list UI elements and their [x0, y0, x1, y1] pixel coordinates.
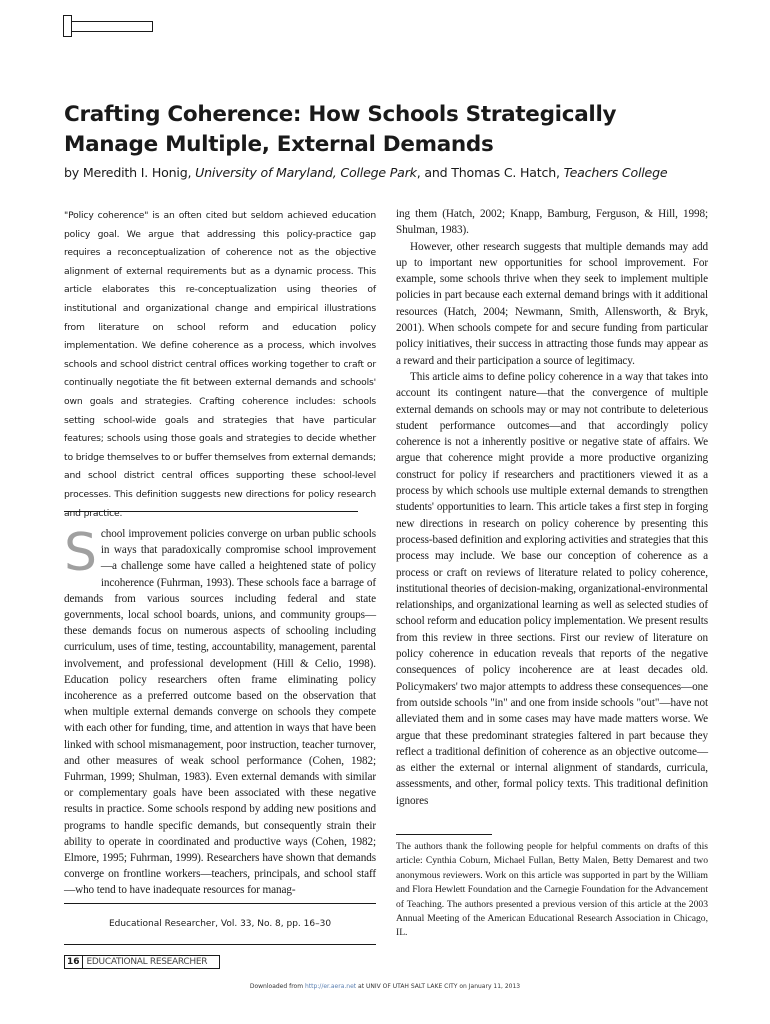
body-paragraph-intro: chool improvement policies converge on urban public schools in ways that paradoxically compromise school improvement—a challenge some have called a heightened state of policy incoherence (Fuhrman, 1993). These schools face a barrage of demands from various sources including federal and state governments, local school boards, unions, and community groups—these demands focus on numerous aspects of schooling including curriculum, uses of time, testing, accountability, management, parental involvement, and professional development (Hill & Celio, 1998). Education policy researchers often frame eliminating policy incoherence as a preferred outcome based on the observation that when multiple external demands converge on schools they compete with each other for funding, time, and attention in ways that have been linked with school mismanagement, poor instruction, teacher turnover, and other measures of weak school performance (Cohen, 1982; Fuhrman, 1999; Shulman, 1983). Even external demands with similar or complementary goals have been associated with these negative results in practice. Some schools respond by adding new positions and programs to handle specific demands, but consequently strain their ability to operate in coordinated and productive ways (Cohen, 1982; Elmore, 1995; Fuhrman, 1999). Researchers have shown that demands converge on frontline workers—teachers, principals, and school staff—who tend to have inadequate resources for manag- — [64, 528, 376, 897]
affiliation-teachers-college: Teachers College — [563, 165, 668, 180]
download-suffix: at UNIV OF UTAH SALT LAKE CITY on January 11, 2013 — [356, 983, 521, 990]
download-notice — [0, 983, 770, 990]
author-footnote: The authors thank the following people for helpful comments on drafts of this article: Cynthia Coburn, Michael Fullan, Betty Malen, Betty Demarest and two anonymous reviewers. Work on this article was supported in part by the William and Flora Hewlett Foundation and the Carnegie Foundation for the Advancement of Teaching. The authors presented a previous version of this article at the 2003 Annual Meeting of the American Educational Research Association in Chicago, IL. — [396, 841, 708, 939]
author-byline — [64, 165, 714, 180]
corner-crop-mark — [63, 15, 153, 37]
download-prefix: Downloaded from — [249, 983, 305, 990]
footnote-divider — [396, 834, 492, 835]
journal-name: EDUCATIONAL RESEARCHER — [83, 955, 221, 969]
body-paragraph: This article aims to define policy coherence in a way that takes into account its contingent nature—that the convergence of multiple external demands on schools may or may not contribute to deleterious student performance outcomes—and that accordingly policy coherence is not a inherently positive or negative state of affairs. We argue that coherence might provide a more productive organizing construct for policy if researchers and practitioners viewed it as a process by which schools use multiple external demands to strengthen students' opportunities to learn. This article takes a first step in forging new directions in research on policy coherence by presenting this process-based definition and exploring activities and strategies that this process may include. We base our conception of coherence as a process or craft on reviews of literature related to policy coherence, institutional theories of decision-making, organizational-environmental relationships, and organizational learning as well as selected studies of school reform and education policy implementation. We present results from this review in three sections. First our review of literature on policy coherence in education reveals that reports of the negative consequences of policy incoherence are at least decades old. Policymakers' two major attempts to address these consequences—one from outside schools "in" and one from inside schools "out"—have not alleviated them and in some cases may have made matters worse. We argue that these predominant strategies faltered in part because they reflect a traditional definition of coherence as an objective outcome—as either the external or internal alignment of standards, curricula, assessments, and other, formal policy texts. This traditional definition ignores — [396, 370, 708, 807]
byline-prefix: by Meredith I. Honig, — [64, 165, 196, 180]
body-column-left — [64, 523, 376, 899]
article-title: Crafting Coherence: How Schools Strategically Manage Multiple, External Demands — [64, 102, 617, 157]
body-column-right — [396, 206, 708, 809]
download-link[interactable]: http://er.aera.net — [304, 983, 357, 990]
body-paragraph-continued: ing them (Hatch, 2002; Knapp, Bamburg, Ferguson, & Hill, 1998; Shulman, 1983). — [396, 208, 708, 237]
page-number: 16 — [64, 955, 83, 969]
body-paragraph: However, other research suggests that multiple demands may add up to important new opportunities for school improvement. For example, some schools thrive when they seek to implement multiple policies in part because each external demand brings with it additional resources (Hatch, 2004; Newmann, Smith, Allensworth, & Bryk, 2001). When schools compete for and secure funding from particular policy initiatives, their success in attracting those funds may appear as a reward and their participation a source of legitimacy. — [396, 240, 708, 367]
page-footer — [64, 955, 220, 969]
abstract-divider — [64, 511, 358, 512]
drop-cap: S — [64, 523, 97, 583]
byline-middle: , and Thomas C. Hatch, — [416, 165, 564, 180]
journal-citation: Educational Researcher, Vol. 33, No. 8, pp. 16–30 — [64, 903, 376, 945]
abstract: "Policy coherence" is an often cited but seldom achieved education policy goal. We argue that addressing this policy-practice gap requires a reconceptualization of coherence not as the objective alignment of external requirements but as a dynamic process. This article elaborates this re-conceptualization using theories of institutional and organizational change and empirical illustrations from literature on school reform and education policy implementation. We define coherence as a process, which involves schools and school district central offices working together to craft or continually negotiate the fit between external demands and schools' own goals and strategies. Crafting coherence includes: schools setting school-wide goals and strategies that have particular features; schools using those goals and strategies to decide whether to bridge themselves to or buffer themselves from external demands; and school district central offices supporting these school-level processes. This definition suggests new directions for policy research and practice. — [64, 210, 376, 519]
affiliation-maryland: University of Maryland, College Park — [195, 165, 417, 180]
